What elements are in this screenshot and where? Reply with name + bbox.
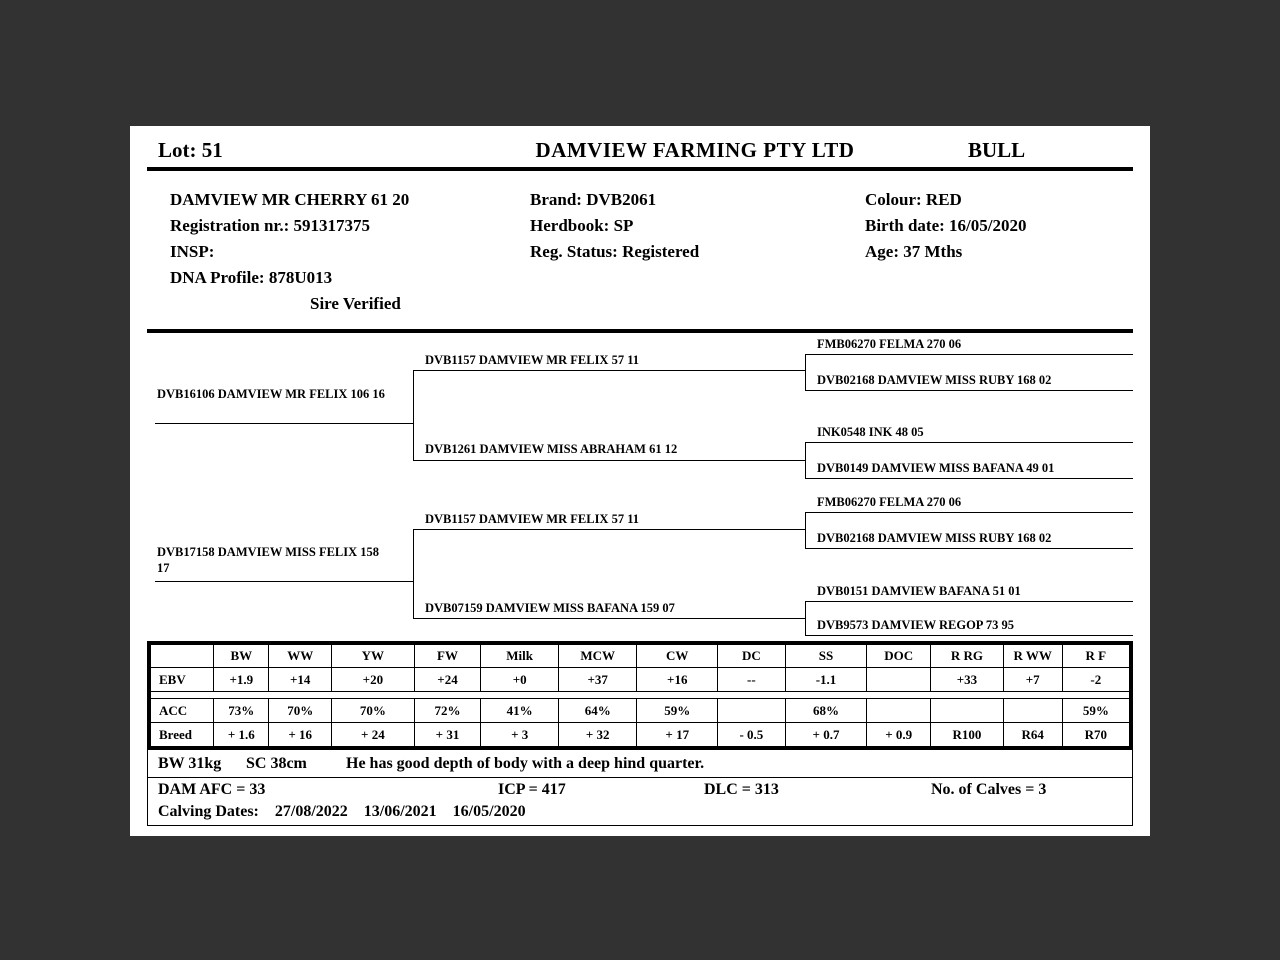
pedigree-line bbox=[413, 370, 414, 460]
pedigree-sire-sire: DVB1157 DAMVIEW MR FELIX 57 11 bbox=[425, 353, 640, 367]
acc-cell: 73% bbox=[214, 699, 269, 723]
acc-cell: 64% bbox=[558, 699, 637, 723]
breed-cell: + 0.7 bbox=[785, 723, 867, 749]
comment-text: He has good depth of body with a deep hind quarter. bbox=[346, 755, 705, 772]
birth-weight: BW 31kg bbox=[158, 755, 222, 772]
ebv-col-header: MCW bbox=[558, 643, 637, 668]
header-rule bbox=[147, 167, 1133, 171]
ebv-col-header: R F bbox=[1062, 643, 1131, 668]
pedigree-line bbox=[805, 390, 1133, 391]
ebv-cell: -- bbox=[718, 668, 786, 692]
ebv-row bbox=[149, 668, 1131, 692]
breed-cell: R100 bbox=[931, 723, 1004, 749]
icp: ICP = 417 bbox=[498, 781, 566, 798]
breed-cell: R70 bbox=[1062, 723, 1131, 749]
ebv-cell: +1.9 bbox=[214, 668, 269, 692]
pedigree-line bbox=[155, 581, 413, 582]
birth-date: Birth date: 16/05/2020 bbox=[865, 216, 1027, 235]
pedigree-ggp-3: INK0548 INK 48 05 bbox=[817, 425, 924, 439]
acc-cell bbox=[718, 699, 786, 723]
acc-row-label: ACC bbox=[149, 699, 214, 723]
calving-date: 27/08/2022 bbox=[274, 803, 348, 820]
ebv-cell: +0 bbox=[481, 668, 559, 692]
acc-cell: 70% bbox=[332, 699, 414, 723]
calves-count: No. of Calves = 3 bbox=[931, 781, 1047, 798]
reg-status: Reg. Status: Registered bbox=[530, 242, 700, 261]
ebv-cell: +24 bbox=[414, 668, 481, 692]
breed-cell: + 32 bbox=[558, 723, 637, 749]
pedigree-line bbox=[805, 548, 1133, 549]
acc-cell: 68% bbox=[785, 699, 867, 723]
ebv-col-header: CW bbox=[637, 643, 718, 668]
ebv-cell: +37 bbox=[558, 668, 637, 692]
pedigree-ggp-6: DVB02168 DAMVIEW MISS RUBY 168 02 bbox=[817, 531, 1052, 545]
ebv-col-header: R RG bbox=[931, 643, 1004, 668]
pedigree-line bbox=[805, 512, 806, 548]
acc-cell: 72% bbox=[414, 699, 481, 723]
pedigree-dam: DVB17158 DAMVIEW MISS FELIX 158 17 bbox=[157, 545, 380, 575]
ebv-col-header: Milk bbox=[481, 643, 559, 668]
dam-afc: DAM AFC = 33 bbox=[158, 781, 266, 798]
pedigree-line bbox=[805, 478, 1133, 479]
ebv-col-header: DC bbox=[718, 643, 786, 668]
pedigree-ggp-1: FMB06270 FELMA 270 06 bbox=[817, 337, 962, 351]
pedigree-ggp-8: DVB9573 DAMVIEW REGOP 73 95 bbox=[817, 618, 1015, 632]
acc-cell bbox=[867, 699, 931, 723]
acc-cell: 70% bbox=[269, 699, 332, 723]
info-column-1 bbox=[170, 187, 530, 317]
acc-cell bbox=[1003, 699, 1062, 723]
pedigree-line bbox=[805, 601, 1133, 602]
colour: Colour: RED bbox=[865, 190, 962, 209]
company-name: DAMVIEW FARMING PTY LTD bbox=[535, 138, 855, 162]
breed-row-label: Breed bbox=[149, 723, 214, 749]
ebv-col-header: BW bbox=[214, 643, 269, 668]
breed-row bbox=[149, 723, 1131, 749]
pedigree-line bbox=[805, 601, 806, 635]
ebv-col-header: YW bbox=[332, 643, 414, 668]
ebv-cell: +14 bbox=[269, 668, 332, 692]
dlc: DLC = 313 bbox=[704, 781, 779, 798]
acc-row bbox=[149, 699, 1131, 723]
footer-section bbox=[147, 750, 1133, 826]
ebv-cell: -1.1 bbox=[785, 668, 867, 692]
pedigree-ggp-5: FMB06270 FELMA 270 06 bbox=[817, 495, 962, 509]
pedigree-line bbox=[805, 354, 1133, 355]
breed-cell: + 17 bbox=[637, 723, 718, 749]
animal-sex: BULL bbox=[968, 138, 1026, 162]
insp-label: INSP: bbox=[170, 242, 215, 261]
pedigree-line bbox=[413, 370, 805, 371]
ebv-cell: +33 bbox=[931, 668, 1004, 692]
breed-cell: + 3 bbox=[481, 723, 559, 749]
ebv-spacer-row bbox=[149, 692, 1131, 699]
ebv-col-header bbox=[149, 643, 214, 668]
acc-cell: 41% bbox=[481, 699, 559, 723]
pedigree-line bbox=[413, 529, 414, 618]
calving-date: 13/06/2021 bbox=[363, 803, 437, 820]
pedigree-line bbox=[805, 635, 1133, 636]
page-header bbox=[130, 126, 1150, 163]
pedigree-line bbox=[413, 529, 805, 530]
ebv-col-header: WW bbox=[269, 643, 332, 668]
ebv-col-header: SS bbox=[785, 643, 867, 668]
pedigree-line bbox=[805, 354, 806, 390]
pedigree-sire-dam: DVB1261 DAMVIEW MISS ABRAHAM 61 12 bbox=[425, 442, 678, 456]
calving-date: 16/05/2020 bbox=[452, 803, 526, 820]
breed-cell: - 0.5 bbox=[718, 723, 786, 749]
pedigree-ggp-7: DVB0151 DAMVIEW BAFANA 51 01 bbox=[817, 584, 1021, 598]
ebv-cell bbox=[867, 668, 931, 692]
pedigree-line bbox=[805, 442, 1133, 443]
breed-cell: + 24 bbox=[332, 723, 414, 749]
pedigree-sire: DVB16106 DAMVIEW MR FELIX 106 16 bbox=[157, 387, 385, 401]
ebv-header-row bbox=[149, 643, 1131, 668]
breed-cell: R64 bbox=[1003, 723, 1062, 749]
dam-stats-row bbox=[148, 777, 1132, 801]
breed-cell: + 16 bbox=[269, 723, 332, 749]
ebv-col-header: R WW bbox=[1003, 643, 1062, 668]
calving-dates-row bbox=[148, 801, 1132, 825]
measurements-row bbox=[148, 750, 1132, 777]
brand: Brand: DVB2061 bbox=[530, 190, 657, 209]
calving-dates-label: Calving Dates: bbox=[158, 803, 259, 820]
pedigree-line bbox=[805, 442, 806, 478]
breed-cell: + 0.9 bbox=[867, 723, 931, 749]
breed-cell: + 31 bbox=[414, 723, 481, 749]
ebv-col-header: DOC bbox=[867, 643, 931, 668]
animal-info bbox=[170, 187, 1150, 317]
age: Age: 37 Mths bbox=[865, 242, 963, 261]
pedigree-line bbox=[155, 423, 413, 424]
pedigree-dam-sire: DVB1157 DAMVIEW MR FELIX 57 11 bbox=[425, 512, 640, 526]
info-column-3 bbox=[865, 187, 1150, 317]
pedigree-dam-dam: DVB07159 DAMVIEW MISS BAFANA 159 07 bbox=[425, 601, 675, 615]
ebv-cell: +16 bbox=[637, 668, 718, 692]
sire-verified-label: Sire Verified bbox=[310, 294, 401, 313]
ebv-col-header: FW bbox=[414, 643, 481, 668]
dna-profile: DNA Profile: 878U013 bbox=[170, 268, 333, 287]
lot-number: Lot: 51 bbox=[158, 138, 223, 162]
acc-cell bbox=[931, 699, 1004, 723]
scrotal-circumference: SC 38cm bbox=[246, 755, 307, 772]
animal-name: DAMVIEW MR CHERRY 61 20 bbox=[170, 190, 410, 209]
ebv-row-label: EBV bbox=[149, 668, 214, 692]
ebv-cell: +7 bbox=[1003, 668, 1062, 692]
ebv-table bbox=[147, 641, 1133, 750]
info-column-2 bbox=[530, 187, 865, 317]
registration-number: Registration nr.: 591317375 bbox=[170, 216, 371, 235]
acc-cell: 59% bbox=[637, 699, 718, 723]
ebv-cell: -2 bbox=[1062, 668, 1131, 692]
pedigree-line bbox=[805, 512, 1133, 513]
acc-cell: 59% bbox=[1062, 699, 1131, 723]
herdbook: Herdbook: SP bbox=[530, 216, 634, 235]
pedigree-line bbox=[413, 618, 805, 619]
catalog-page bbox=[130, 126, 1150, 836]
breed-cell: + 1.6 bbox=[214, 723, 269, 749]
pedigree-ggp-4: DVB0149 DAMVIEW MISS BAFANA 49 01 bbox=[817, 461, 1055, 475]
pedigree-tree bbox=[130, 333, 1150, 641]
ebv-spacer-cell bbox=[149, 692, 1131, 699]
pedigree-ggp-2: DVB02168 DAMVIEW MISS RUBY 168 02 bbox=[817, 373, 1052, 387]
ebv-cell: +20 bbox=[332, 668, 414, 692]
pedigree-line bbox=[413, 460, 805, 461]
